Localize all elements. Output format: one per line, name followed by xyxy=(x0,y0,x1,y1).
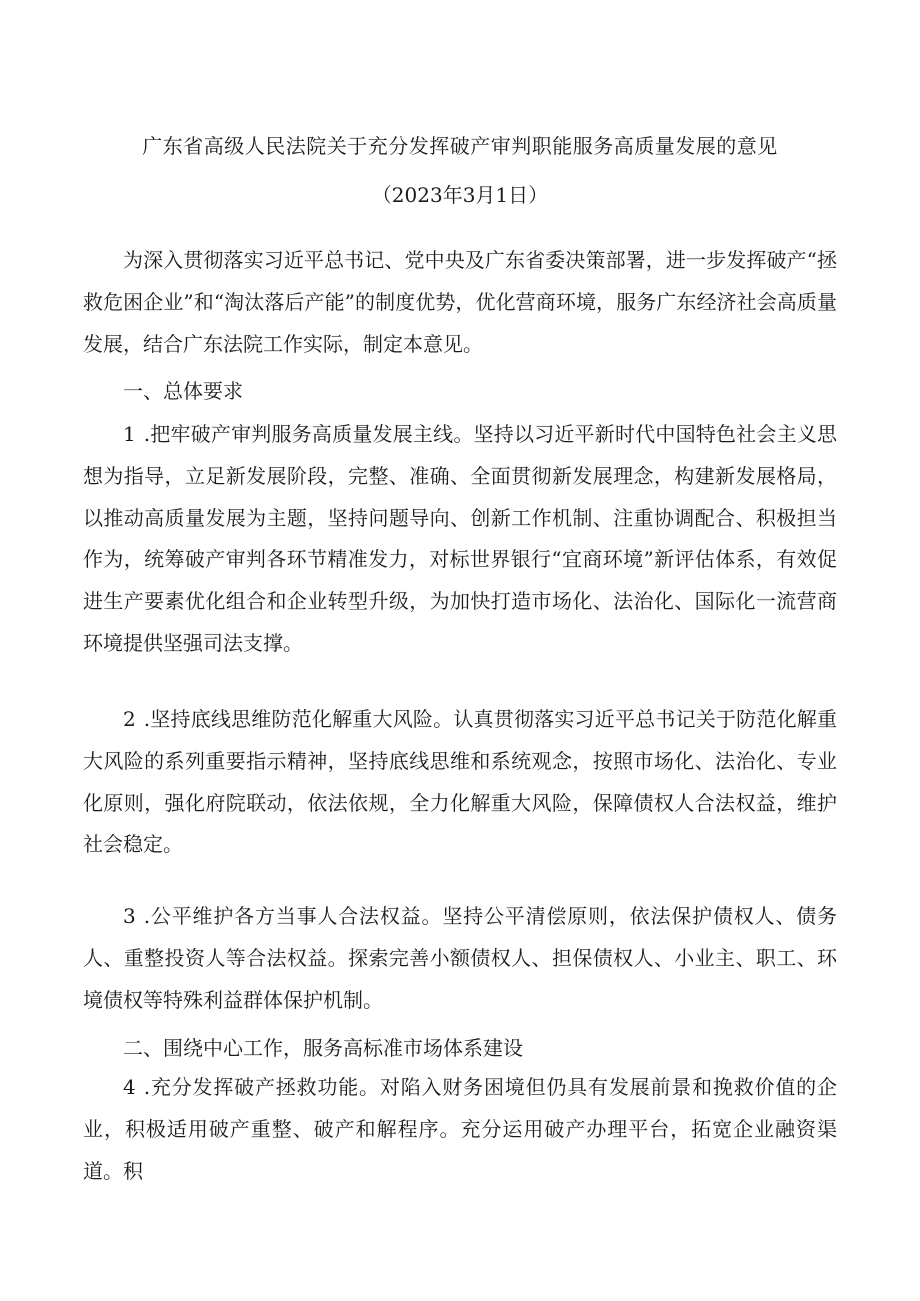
item-2-text: .坚持底线思维防范化解重大风险。认真贯彻落实习近平总书记关于防范化解重大风险的系列重要指示精神，坚持底线思维和系统观念，按照市场化、法治化、专业化原则，强化府院联动，依法依规，全力化解重大风险，保障债权人合法权益，维护社会稳定。 xyxy=(83,707,837,857)
item-2-paragraph xyxy=(83,699,837,866)
section-1-heading: 一、总体要求 xyxy=(123,379,243,403)
item-4-text: .充分发挥破产拯救功能。对陷入财务困境但仍具有发展前景和挽救价值的企业，积极适用破产重整、破产和解程序。充分运用破产办理平台，拓宽企业融资渠道。积 xyxy=(83,1075,837,1183)
item-3-number: 3 xyxy=(123,904,136,928)
section-2-heading: 二、围绕中心工作，服务高标准市场体系建设 xyxy=(123,1036,523,1060)
item-1-text: .把牢破产审判服务高质量发展主线。坚持以习近平新时代中国特色社会主义思想为指导，立足新发展阶段，完整、准确、全面贯彻新发展理念，构建新发展格局，以推动高质量发展为主题，坚持问题导向、创新工作机制、注重协调配合、积极担当作为，统筹破产审判各环节精准发力，对标世界银行“宜商环境”新评估体系，有效促进生产要素优化组合和企业转型升级，为加快打造市场化、法治化、国际化一流营商环境提供坚强司法支撑。 xyxy=(83,422,837,655)
item-4-number: 4 xyxy=(123,1075,136,1099)
document-date: （2023年3月1日） xyxy=(371,183,549,207)
item-2-number: 2 xyxy=(123,707,136,731)
item-1-paragraph xyxy=(83,414,837,665)
item-1-number: 1 xyxy=(123,422,136,446)
item-3-text: .公平维护各方当事人合法权益。坚持公平清偿原则，依法保护债权人、债务人、重整投资人等合法权益。探索完善小额债权人、担保债权人、小业主、职工、环境债权等特殊利益群体保护机制。 xyxy=(83,904,837,1012)
document-title: 广东省高级人民法院关于充分发挥破产审判职能服务高质量发展的意见 xyxy=(142,134,778,158)
item-3-paragraph xyxy=(83,896,837,1021)
intro-paragraph: 为深入贯彻落实习近平总书记、党中央及广东省委决策部署，进一步发挥破产“拯救危困企业”和“淘汰落后产能”的制度优势，优化营商环境，服务广东经济社会高质量发展，结合广东法院工作实际，制定本意见。 xyxy=(83,248,837,356)
item-4-paragraph xyxy=(83,1067,837,1192)
